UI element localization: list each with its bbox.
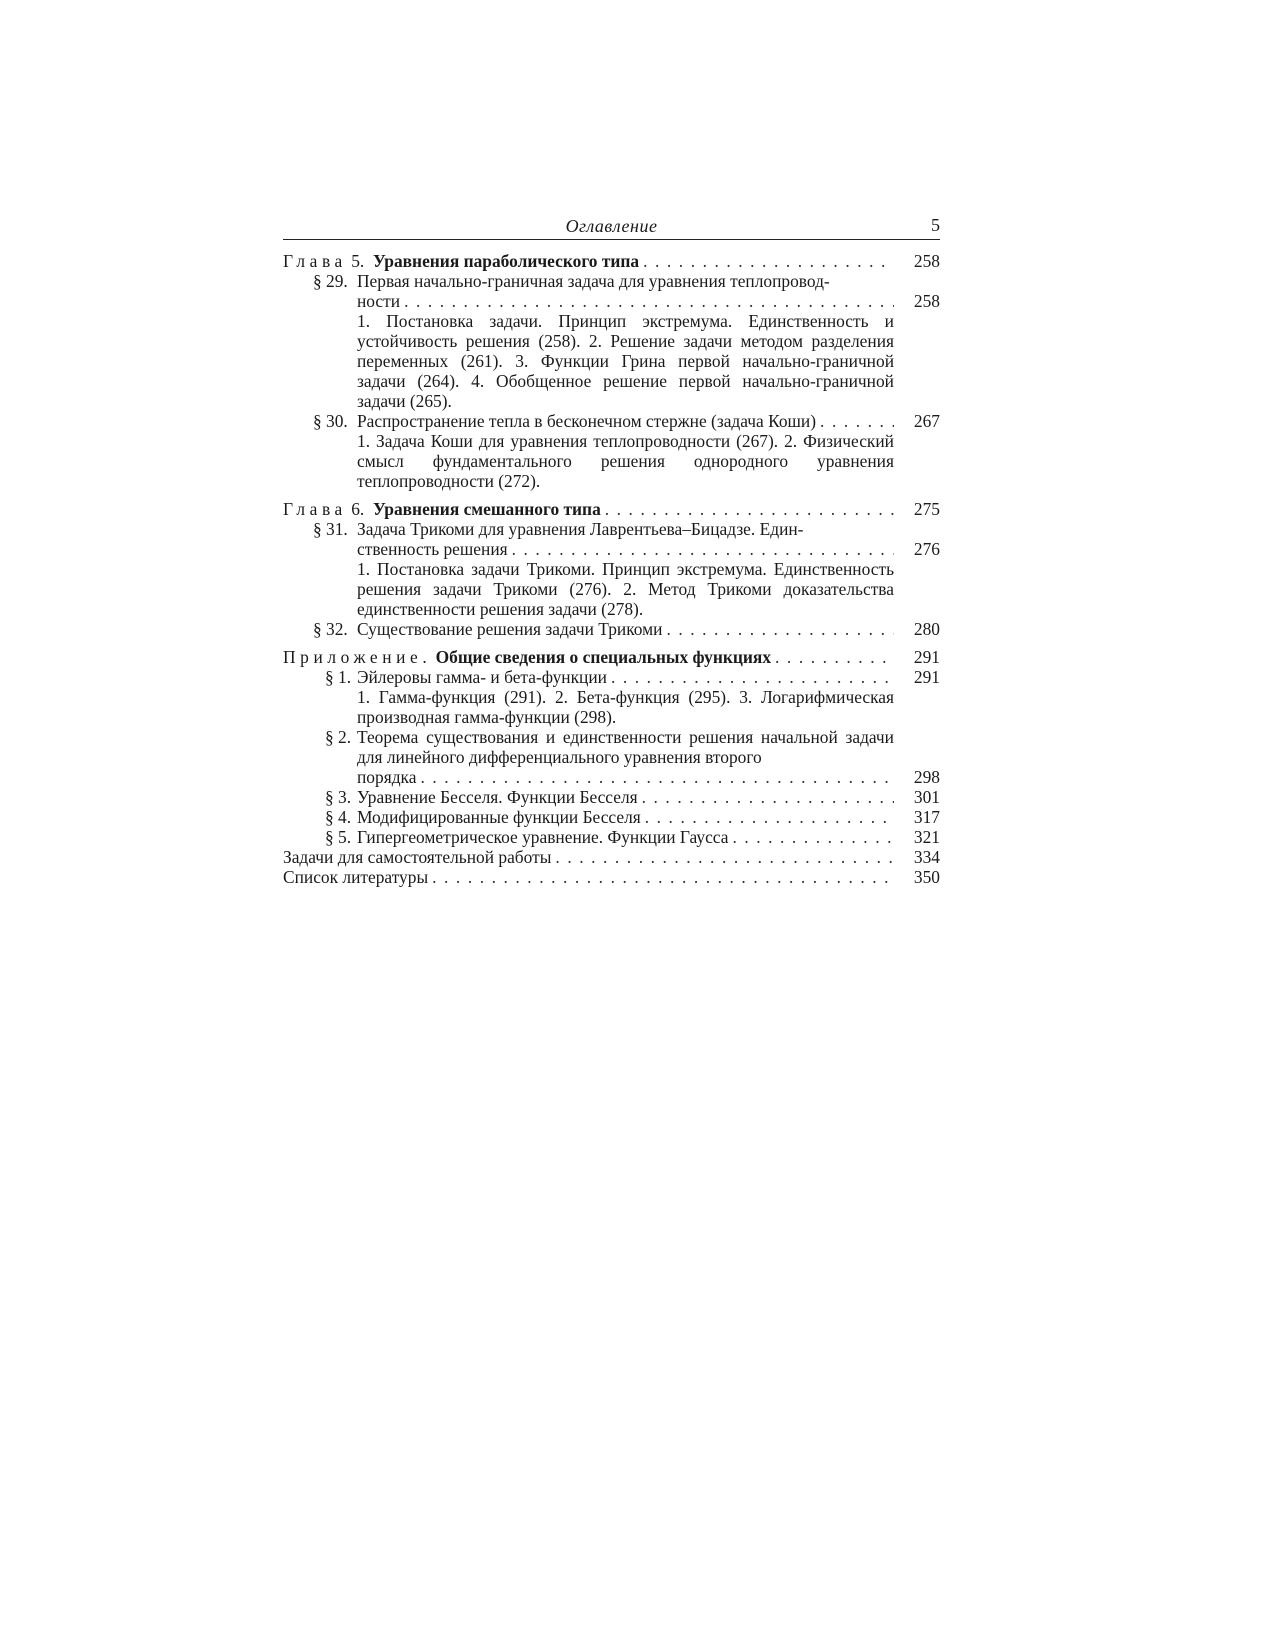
leader-dots [404,291,894,311]
section-number: § 3. [325,787,352,807]
section-title: Гипергеометрическое уравнение. Функции Гаусса [357,827,729,847]
page-ref: 258 [913,251,940,271]
toc-appendix-section-4[interactable] [283,807,940,827]
chapter-title: Уравнения параболического типа [372,251,640,271]
page-ref: 298 [913,767,940,787]
subsection-list: 1. Постановка задачи Трикоми. Принцип экстремума. Единственность решения задачи Трикоми (276). 2. Метод Трикоми доказательства единственности решения задачи (278). [357,559,894,619]
section-number: § 1. [325,667,352,687]
section-number: § 32. [313,619,348,639]
leader-dots [732,827,894,847]
section-title: Модифицированные функции Бесселя [357,807,641,827]
problems-title: Задачи для самостоятельной работы [283,847,552,867]
section-title: Первая начально-граничная задача для уравнения теплопровод- [357,271,830,291]
page-ref: 317 [913,807,940,827]
table-of-contents [283,251,940,887]
subsection-list: 1. Задача Коши для уравнения теплопроводности (267). 2. Физический смысл фундаментального решения однородного уравнения теплопроводности (272). [357,431,894,491]
page-ref: 291 [913,667,940,687]
chapter-title: Уравнения смешанного типа [372,499,601,519]
section-title: Эйлеровы гамма- и бета-функции [357,667,607,687]
leader-dots [555,847,894,867]
leader-dots [611,667,894,687]
section-number: § 4. [325,807,352,827]
section-number: § 29. [313,271,348,291]
toc-appendix-section-1[interactable] [283,667,940,727]
chapter-number: 5. [351,251,365,271]
toc-appendix-section-2[interactable] [283,727,940,787]
section-title: Теорема существования и единственности решения начальной задачи для линейного дифференциального уравнения второго [357,727,894,767]
leader-dots [643,251,894,271]
toc-appendix-section-3[interactable] [283,787,940,807]
page-ref: 350 [913,867,940,887]
toc-problems[interactable] [283,847,940,867]
appendix-title: Общие сведения о специальных функциях [435,647,772,667]
references-title: Список литературы [283,867,429,887]
section-title: Распространение тепла в бесконечном стержне (задача Коши) [357,411,817,431]
chapter-prefix: Глава [283,499,347,519]
section-number: § 31. [313,519,348,539]
header-title: Оглавление [565,216,658,236]
toc-section-32[interactable] [283,619,940,639]
leader-dots [420,767,894,787]
page-ref: 301 [913,787,940,807]
toc-chapter-5[interactable] [283,251,940,271]
appendix-prefix: Приложение. [283,647,432,667]
leader-dots [642,787,894,807]
toc-section-31[interactable] [283,519,940,619]
toc-section-30[interactable] [283,411,940,491]
section-title: Задача Трикоми для уравнения Лаврентьева–Бицадзе. Един- [357,519,804,539]
toc-appendix-section-5[interactable] [283,827,940,847]
toc-appendix[interactable] [283,647,940,667]
section-title: Существование решения задачи Трикоми [357,619,663,639]
page-ref: 276 [913,539,940,559]
header-page-number: 5 [931,215,940,235]
page-ref: 275 [913,499,940,519]
leader-dots [666,619,894,639]
leader-dots [605,499,894,519]
section-number: § 2. [325,727,352,747]
leader-dots [432,867,894,887]
toc-references[interactable] [283,867,940,887]
chapter-number: 6. [351,499,365,519]
running-header [283,212,940,240]
section-number: § 30. [313,411,348,431]
toc-section-29[interactable] [283,271,940,411]
page-ref: 280 [913,619,940,639]
leader-dots [512,539,894,559]
page-ref: 267 [913,411,940,431]
section-title-cont: порядка [357,767,417,787]
chapter-prefix: Глава [283,251,347,271]
page-ref: 321 [913,827,940,847]
section-title: Уравнение Бесселя. Функции Бесселя [357,787,638,807]
section-title-cont: ственность решения [357,539,508,559]
page-ref: 334 [913,847,940,867]
toc-page [283,212,940,887]
section-number: § 5. [325,827,352,847]
section-title-cont: ности [357,291,401,311]
leader-dots [820,411,894,431]
page-ref: 258 [913,291,940,311]
subsection-list: 1. Постановка задачи. Принцип экстремума. Единственность и устойчивость решения (258). 2. Решение задачи методом разделения переменных (261). 3. Функции Грина первой начально-граничной задачи (264). 4. Обобщенное решение первой начально-граничной задачи (265). [357,311,894,411]
page-ref: 291 [913,647,940,667]
leader-dots [775,647,894,667]
leader-dots [645,807,894,827]
subsection-list: 1. Гамма-функция (291). 2. Бета-функция (295). 3. Логарифмическая производная гамма-функции (298). [357,687,894,727]
toc-chapter-6[interactable] [283,499,940,519]
